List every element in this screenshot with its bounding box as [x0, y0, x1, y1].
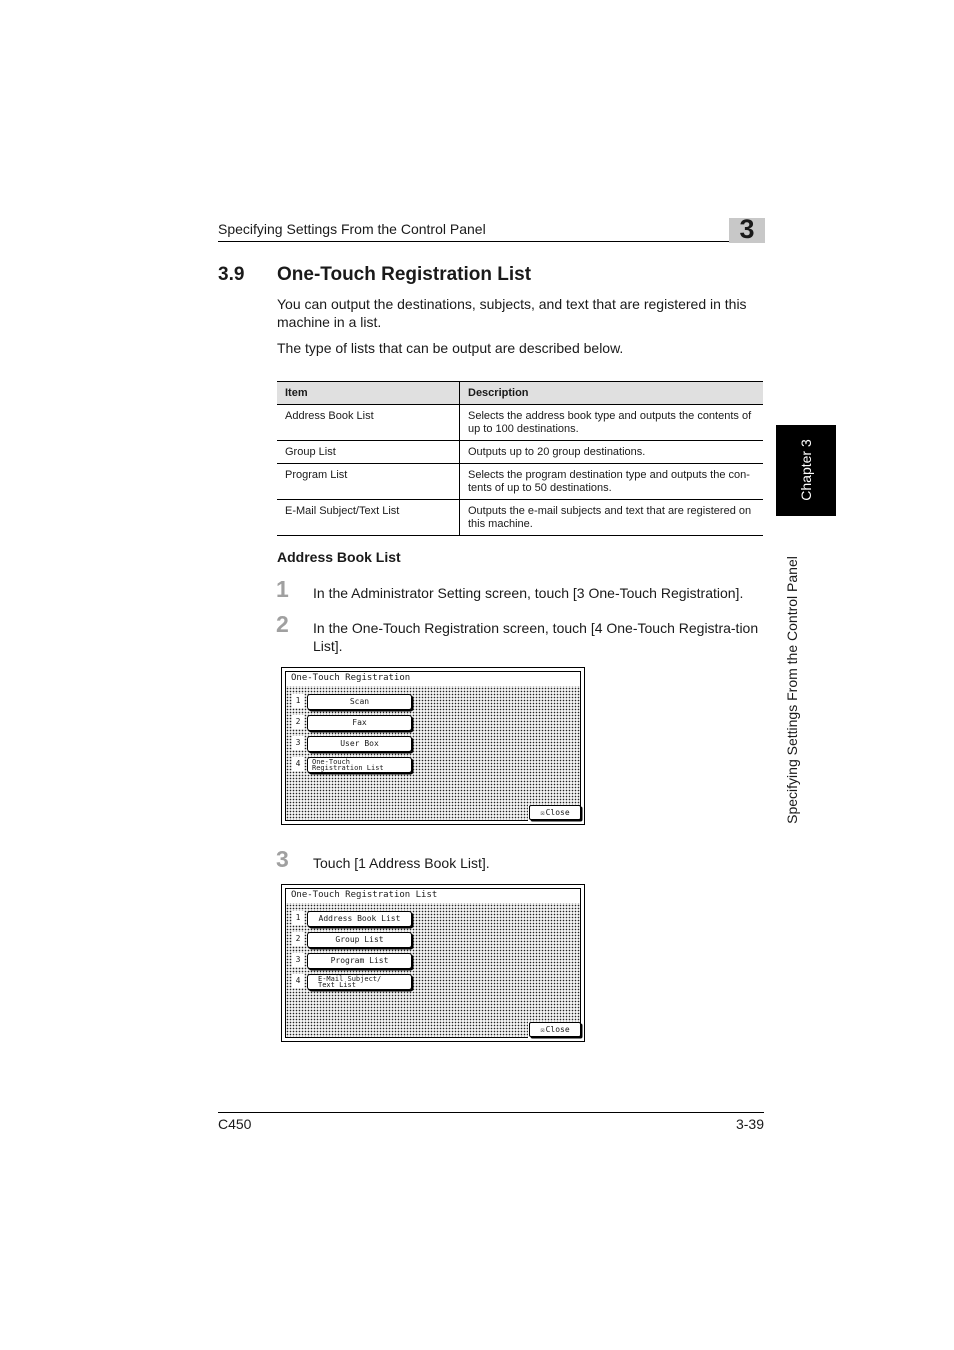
close-label: Close	[545, 808, 570, 817]
table-cell-item: E-Mail Subject/Text List	[277, 500, 460, 536]
column-header-description: Description	[460, 382, 764, 405]
one-touch-registration-list-screenshot	[281, 884, 585, 1042]
footer-model: C450	[218, 1116, 252, 1132]
program-list-button[interactable]: Program List	[307, 953, 412, 969]
subsection-title: Address Book List	[277, 549, 401, 565]
fax-button[interactable]: Fax	[307, 715, 412, 731]
footer-rule	[218, 1112, 764, 1113]
table-row	[277, 405, 763, 441]
table-cell-description: Selects the address book type and outputs the contents of up to 100 destinations.	[460, 405, 764, 441]
button-number: 3	[292, 736, 304, 750]
table-header-row	[277, 382, 763, 405]
column-header-item: Item	[277, 382, 460, 405]
user-box-button[interactable]: User Box	[307, 736, 412, 752]
button-number: 4	[292, 757, 304, 771]
close-icon: ☒	[540, 809, 545, 817]
button-number: 1	[292, 911, 304, 925]
step-number: 2	[276, 611, 289, 637]
button-label-line1: E-Mail Subject/	[318, 975, 382, 983]
intro-paragraph-2: The type of lists that can be output are described below.	[277, 340, 624, 356]
chapter-number: 3	[739, 214, 755, 244]
screen-title: One-Touch Registration	[291, 673, 411, 683]
scan-button[interactable]: Scan	[307, 694, 412, 710]
group-list-button[interactable]: Group List	[307, 932, 412, 948]
screen-title: One-Touch Registration List	[291, 890, 438, 900]
table-row	[277, 441, 763, 464]
close-icon: ☒	[540, 1026, 545, 1034]
step-text: Touch [1 Address Book List].	[313, 855, 490, 871]
table-cell-item: Group List	[277, 441, 460, 464]
button-label-line2: Registration List	[312, 764, 384, 772]
button-label-line2: Text List	[318, 981, 356, 989]
list-types-table	[277, 381, 763, 536]
button-number: 2	[292, 715, 304, 729]
intro-paragraph: You can output the destinations, subjects, and text that are registered in this machine in a list.	[277, 296, 747, 330]
table-row	[277, 500, 763, 536]
one-touch-registration-screenshot	[281, 667, 585, 825]
footer-page-number: 3-39	[735, 1116, 764, 1132]
button-number: 4	[292, 974, 304, 988]
running-header: Specifying Settings From the Control Panel	[218, 221, 486, 237]
close-label: Close	[545, 1025, 570, 1034]
table-cell-description: Selects the program destination type and outputs the con-tents of up to 50 destinations.	[460, 464, 764, 500]
side-tab-title: Specifying Settings From the Control Panel	[784, 556, 800, 824]
button-label-line1: One-Touch	[312, 758, 350, 766]
step-number: 1	[276, 576, 289, 602]
table-cell-item: Address Book List	[277, 405, 460, 441]
email-subject-text-list-button[interactable]	[307, 974, 412, 990]
table-row	[277, 464, 763, 500]
step-text: In the Administrator Setting screen, touch [3 One-Touch Registration].	[313, 585, 744, 601]
table-cell-item: Program List	[277, 464, 460, 500]
address-book-list-button[interactable]: Address Book List	[307, 911, 412, 927]
button-number: 2	[292, 932, 304, 946]
table-cell-description: Outputs up to 20 group destinations.	[460, 441, 764, 464]
side-tab-chapter-label: Chapter 3	[798, 439, 814, 501]
header-rule	[218, 241, 764, 242]
button-number: 1	[292, 694, 304, 708]
section-number: 3.9	[218, 264, 245, 285]
step-number: 3	[276, 846, 289, 872]
table-cell-description: Outputs the e-mail subjects and text that are registered on this machine.	[460, 500, 764, 536]
button-number: 3	[292, 953, 304, 967]
one-touch-registration-list-button[interactable]	[307, 757, 412, 773]
section-title: One-Touch Registration List	[277, 264, 532, 285]
close-button[interactable]	[529, 805, 581, 820]
close-button[interactable]	[529, 1022, 581, 1037]
step-text: In the One-Touch Registration screen, touch [4 One-Touch Registra-tion List].	[313, 620, 759, 654]
